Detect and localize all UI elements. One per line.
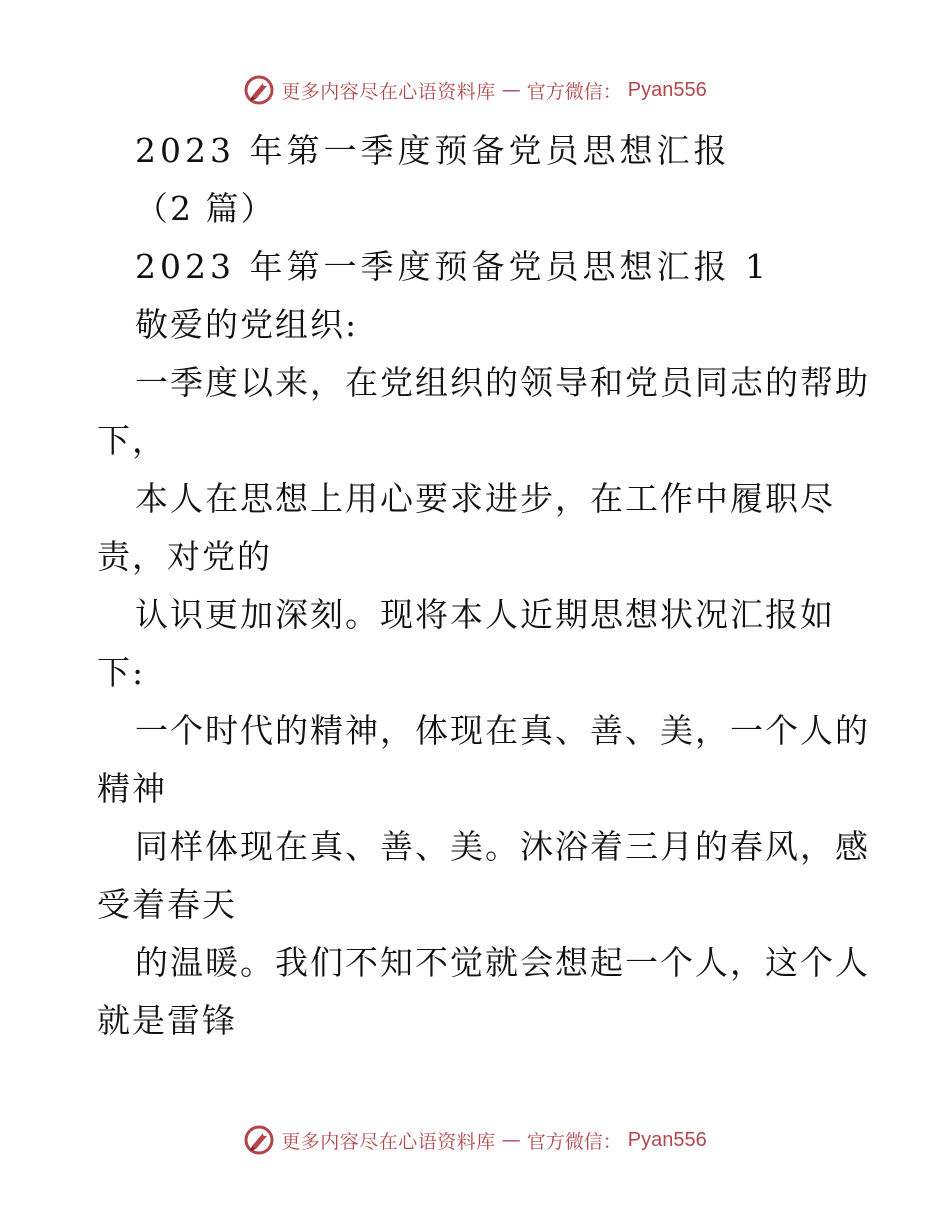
document-title: 2023 年第一季度预备党员思想汇报 [135, 131, 731, 170]
document-body [97, 122, 877, 1050]
paragraph-line: 本人在思想上用心要求进步，在工作中履职尽 [135, 479, 835, 518]
paragraph-line: 精神 [97, 769, 167, 808]
paragraph-line: 同样体现在真、善、美。沐浴着三月的春风，感 [135, 827, 870, 866]
watermark-text: 更多内容尽在心语资料库 [281, 1130, 496, 1153]
document-title-count: （2 篇） [135, 189, 276, 228]
paragraph-line: 责，对党的 [97, 537, 272, 576]
header-watermark [0, 70, 950, 110]
section-subtitle: 2023 年第一季度预备党员思想汇报 1 [135, 247, 770, 286]
paragraph-line: 一季度以来，在党组织的领导和党员同志的帮助 [135, 363, 870, 402]
paragraph-line: 认识更加深刻。现将本人近期思想状况汇报如 [135, 595, 835, 634]
paragraph-line: 下: [97, 653, 146, 692]
footer-watermark [0, 1120, 950, 1160]
watermark-label: 官方微信： [526, 1130, 622, 1153]
watermark-separator: — [501, 1129, 521, 1151]
paragraph-line: 就是雷锋 [97, 1001, 237, 1040]
watermark-id: Pyan556 [627, 1128, 707, 1151]
watermark-text: 更多内容尽在心语资料库 [281, 80, 496, 103]
pen-logo-icon [243, 1124, 275, 1156]
paragraph-line: 下， [97, 421, 167, 460]
watermark-label: 官方微信： [526, 80, 622, 103]
paragraph-line: 受着春天 [97, 885, 237, 924]
pen-logo-icon [243, 74, 275, 106]
paragraph-line: 的温暖。我们不知不觉就会想起一个人，这个人 [135, 943, 870, 982]
watermark-separator: — [501, 79, 521, 101]
watermark-id: Pyan556 [627, 78, 707, 101]
paragraph-line: 一个时代的精神，体现在真、善、美，一个人的 [135, 711, 870, 750]
salutation: 敬爱的党组织: [135, 305, 359, 344]
